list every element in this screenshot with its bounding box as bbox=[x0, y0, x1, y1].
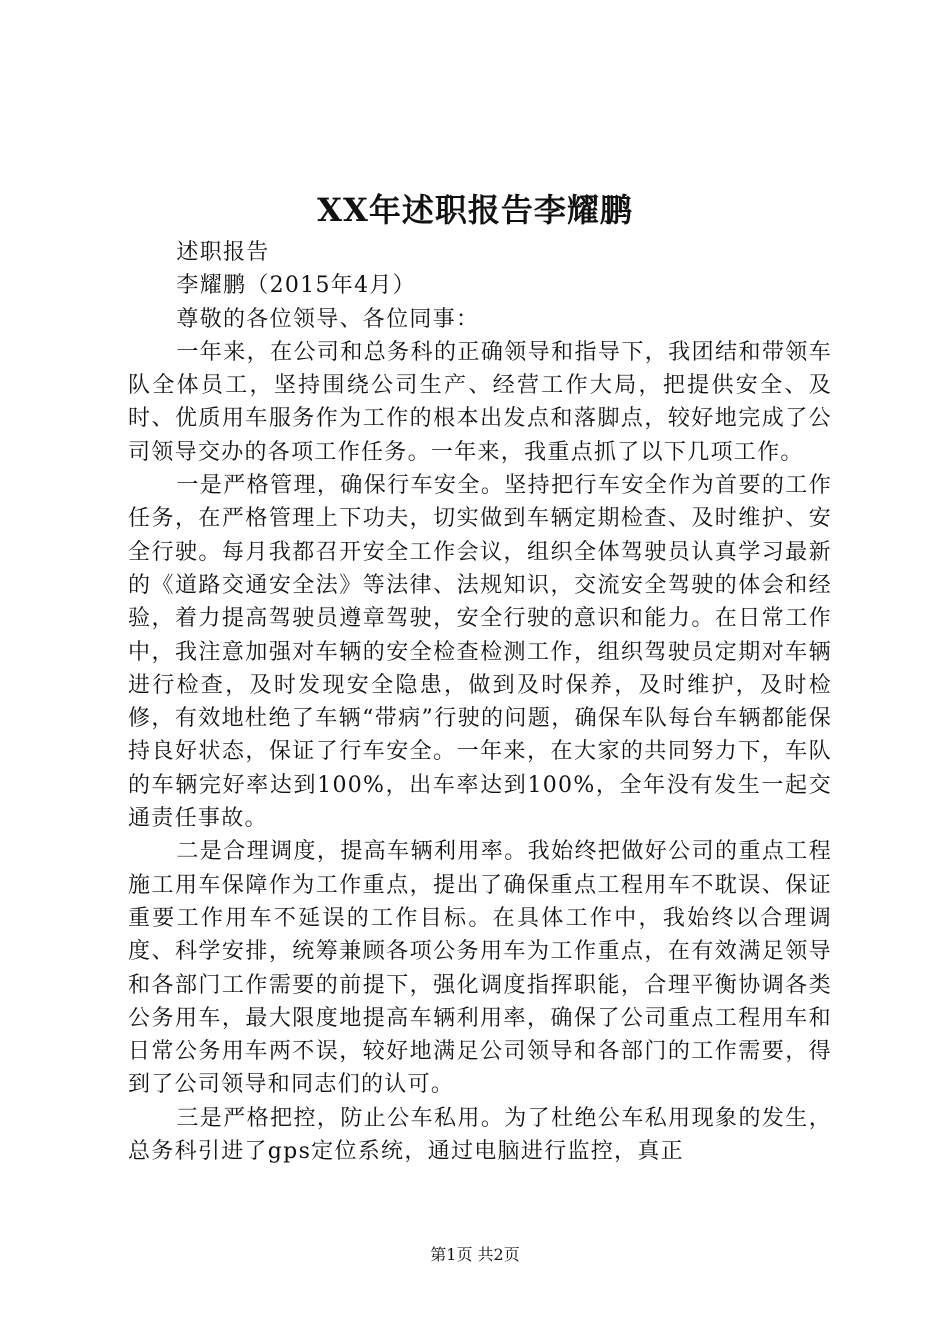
page-footer: 第1页 共2页 bbox=[430, 1245, 520, 1264]
paragraph-dispatch: 二是合理调度，提高车辆利用率。我始终把做好公司的重点工程施工用车保障作为工作重点，提出了确保重点工程用车不耽误、保证重要工作用车不延误的工作目标。在具体工作中，我始终以合理调度、科学安排，统筹兼顾各项公务用车为工作重点，在有效满足领导和各部门工作需要的前提下，强化调度指挥职能，合理平衡协调各类公务用车，最大限度地提高车辆利用率，确保了公司重点工程用车和日常公务用车两不误，较好地满足公司领导和各部门的工作需要，得到了公司领导和同志们的认可。 bbox=[128, 839, 832, 1098]
document-body bbox=[128, 236, 832, 1168]
paragraph-intro: 一年来，在公司和总务科的正确领导和指导下，我团结和带领车队全体员工，坚持围绕公司生产、经营工作大局，把提供安全、及时、优质用车服务作为工作的根本出发点和落脚点，较好地完成了公司领导交办的各项工作任务。一年来，我重点抓了以下几项工作。 bbox=[128, 339, 832, 465]
paragraph-heading: 述职报告 bbox=[176, 240, 270, 265]
paragraph-control: 三是严格把控，防止公车私用。为了杜绝公车私用现象的发生，总务科引进了gps定位系统，通过电脑进行监控，真正 bbox=[128, 1105, 832, 1165]
paragraph-author-date: 李耀鹏（2015年4月） bbox=[176, 273, 416, 299]
paragraph-safety: 一是严格管理，确保行车安全。坚持把行车安全作为首要的工作任务，在严格管理上下功夫，切实做到车辆定期检查、及时维护、安全行驶。每月我都召开安全工作会议，组织全体驾驶员认真学习最新的《道路交通安全法》等法律、法规知识，交流安全驾驶的体会和经验，着力提高驾驶员遵章驾驶，安全行驶的意识和能力。在日常工作中，我注意加强对车辆的安全检查检测工作，组织驾驶员定期对车辆进行检查，及时发现安全隐患，做到及时保养，及时维护，及时检修，有效地杜绝了车辆“带病”行驶的问题，确保车队每台车辆都能保持良好状态，保证了行车安全。一年来，在大家的共同努力下，车队的车辆完好率达到100%，出车率达到100%，全年没有发生一起交通责任事故。 bbox=[128, 473, 832, 832]
document-title: XX年述职报告李耀鹏 bbox=[317, 191, 633, 229]
paragraph-salutation: 尊敬的各位领导、各位同事： bbox=[176, 306, 480, 332]
